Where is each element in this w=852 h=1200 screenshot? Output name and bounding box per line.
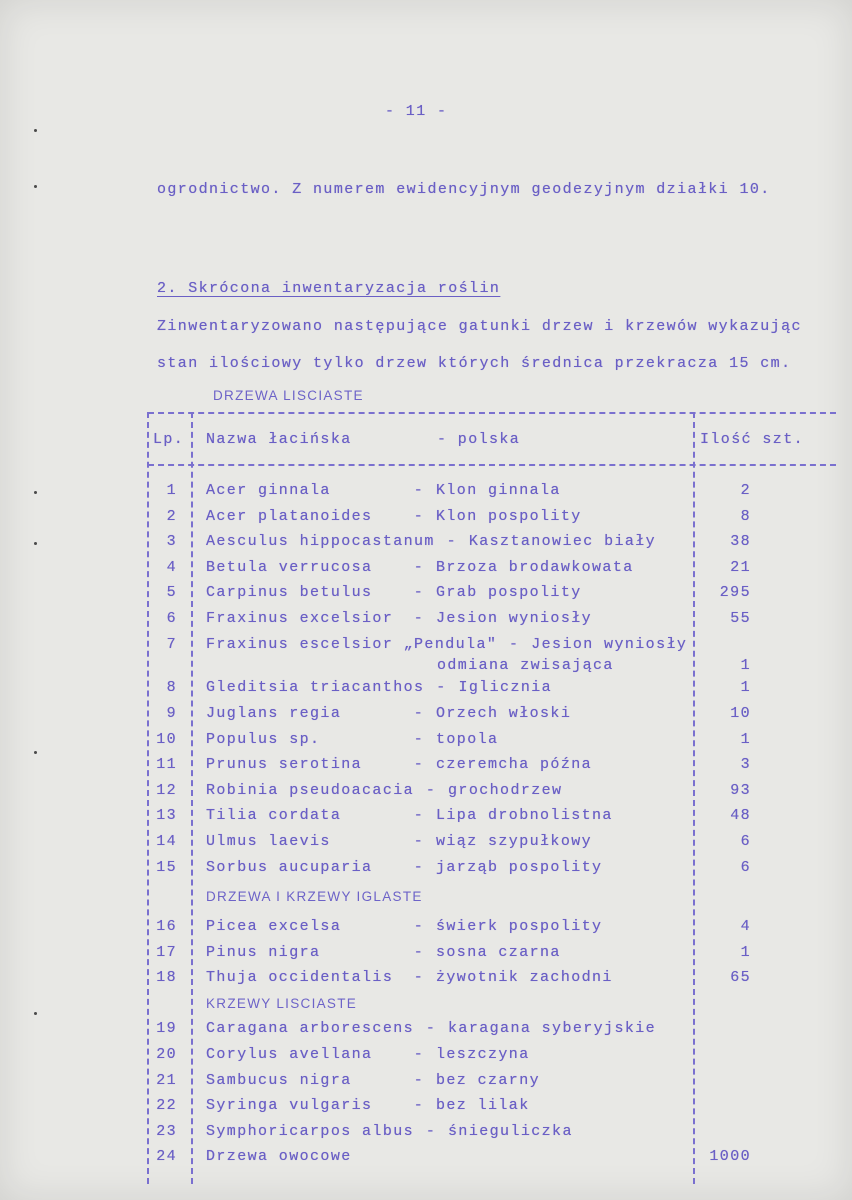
row-number: 22 [156,1097,177,1115]
row-number: 18 [156,969,177,987]
row-name [192,504,694,530]
quantity: 1000 [709,1148,751,1166]
polish-name: karagana syberyjskie [448,1020,657,1038]
row-number: 11 [156,756,177,774]
latin-name: Acer platanoides [206,507,373,525]
quantity: 8 [740,507,751,525]
name-line [206,632,694,658]
name-line [206,504,694,530]
row-number: 19 [156,1020,177,1038]
quantity [694,1068,836,1094]
quantity: 1 [740,657,751,675]
name-separator: - [413,807,425,825]
name-line [206,1144,694,1170]
quantity: 65 [730,969,751,987]
quantity: 6 [740,832,751,850]
latin-name: Tilia cordata [206,807,342,825]
table-row [148,1042,836,1068]
name-separator: - [413,969,425,987]
name-line [206,580,694,606]
row-number: 7 [166,635,177,653]
latin-name: Drzewa owocowe [206,1148,352,1166]
name-separator: - [509,635,520,653]
row-name [192,478,694,504]
name-line [206,778,694,804]
row-number-empty [148,880,192,914]
polish-name: grochodrzew [448,781,563,799]
name-separator: - [413,482,425,499]
quantity [694,1093,836,1119]
table-row [148,914,836,940]
name-separator: - [413,1097,425,1115]
polish-name: bez czarny [436,1071,541,1089]
polish-name: Brzoza brodawkowata [436,558,634,576]
table-row [148,778,836,804]
quantity: 38 [730,533,751,551]
table-row [148,580,836,606]
name-line [206,675,694,701]
quantity: 10 [730,704,751,722]
table-row [148,727,836,753]
polish-name: żywotnik zachodni [436,969,613,987]
row-number: 23 [156,1122,177,1140]
group-heading-row [148,880,836,914]
quantity: 55 [730,609,751,627]
polish-name: Klon ginnala [436,482,561,499]
group-heading: DRZEWA LISCIASTE [213,388,364,403]
table-row [148,1144,836,1170]
intro-line: ogrodnictwo. Z numerem ewidencyjnym geodezyjnym działki 10. [157,181,771,198]
header-name [192,414,694,464]
header-polish: - polska [437,430,521,448]
polish-name: czeremcha późna [436,756,593,774]
name-separator: - [413,1071,425,1089]
name-separator: - [413,1046,425,1064]
latin-name: Sorbus aucuparia [206,858,373,876]
column-rule [693,412,695,1184]
row-name [192,914,694,940]
latin-name: Corylus avellana [206,1046,373,1064]
scan-mark [34,751,37,754]
name-separator: - [446,533,458,551]
row-name [192,580,694,606]
row-number: 8 [166,679,177,697]
row-name [192,529,694,555]
row-number: 4 [166,558,177,576]
row-number: 13 [156,807,177,825]
table-row [148,606,836,632]
row-number: 6 [166,609,177,627]
row-name [192,727,694,753]
latin-name: Gleditsia triacanthos [206,679,425,697]
scan-mark [34,542,37,545]
row-name [192,829,694,855]
latin-name: Betula verrucosa [206,558,373,576]
polish-name: Grab pospolity [436,584,582,602]
table-header [148,412,836,466]
paragraph-line: Zinwentaryzowano następujące gatunki drzew i krzewów wykazując [157,318,802,335]
scan-mark [34,185,37,188]
row-name [192,1144,694,1170]
row-number: 3 [166,533,177,551]
row-name [192,701,694,727]
row-name [192,675,694,701]
row-number: 9 [166,704,177,722]
name-separator: - [413,858,425,876]
latin-name: Syringa vulgaris [206,1097,373,1115]
polish-name: Kasztanowiec biały [468,533,657,551]
polish-name: sosna czarna [436,943,561,961]
name-line [206,1016,694,1042]
table-row [148,940,836,966]
name-separator: - [413,507,425,525]
row-name [192,606,694,632]
table-row [148,752,836,778]
polish-name-continuation: odmiana zwisająca [437,657,614,675]
row-number: 14 [156,832,177,850]
polish-name: Orzech włoski [436,704,572,722]
group-heading: DRZEWA I KRZEWY IGLASTE [206,889,423,905]
latin-name: Sambucus nigra [206,1071,352,1089]
name-line [206,701,694,727]
polish-name: wiąz szypułkowy [436,832,593,850]
name-line [206,555,694,581]
name-line [206,965,694,991]
row-number-empty [148,991,192,1017]
header-lp: Lp. [153,430,185,448]
quantity: 93 [730,781,751,799]
group-heading: KRZEWY LISCIASTE [206,995,358,1011]
scan-mark [34,491,37,494]
latin-name: Juglans regia [206,704,342,722]
latin-name: Thuja occidentalis [206,969,394,987]
name-line [206,803,694,829]
row-name [192,803,694,829]
header-quantity: Ilość szt. [700,430,805,448]
row-number: 21 [156,1071,177,1089]
latin-name: Populus sp. [206,730,321,748]
row-number: 1 [166,482,177,499]
polish-name: leszczyna [436,1046,530,1064]
name-line [206,855,694,881]
scan-mark [34,129,37,132]
latin-name: Fraxinus escelsior „Pendula" [206,635,498,653]
section-heading: 2. Skrócona inwentaryzacja roślin [157,280,501,297]
latin-name: Symphoricarpos albus [206,1122,415,1140]
table-row [148,478,836,504]
quantity: 48 [730,807,751,825]
quantity: 6 [740,858,751,876]
row-number: 17 [156,943,177,961]
name-line [206,914,694,940]
table-row [148,1119,836,1145]
polish-name: Iglicznia [458,679,553,697]
row-name [192,855,694,881]
polish-name: jarząb pospolity [436,858,603,876]
group-heading-row [148,991,836,1017]
name-separator: - [425,1122,437,1140]
header-latin: Nazwa łacińska [206,430,352,448]
latin-name: Carpinus betulus [206,584,373,602]
name-separator: - [413,558,425,576]
name-line [206,829,694,855]
name-separator: - [413,943,425,961]
name-line [206,727,694,753]
page-number: - 11 - [385,103,448,120]
quantity: 295 [719,584,751,602]
polish-name: Lipa drobnolistna [436,807,613,825]
table-row [148,529,836,555]
quantity: 1 [740,679,751,697]
polish-name: Jesion wyniosły [531,635,688,653]
polish-name: śnieguliczka [448,1122,573,1140]
row-number: 2 [166,507,177,525]
inventory-table [148,412,836,1184]
table-row [148,1016,836,1042]
table-row [148,1068,836,1094]
table-row [148,803,836,829]
table-row [148,829,836,855]
polish-name: Jesion wyniosły [436,609,593,627]
name-line [206,1119,694,1145]
quantity [694,1016,836,1042]
quantity [694,1042,836,1068]
polish-name: topola [436,730,499,748]
quantity: 3 [740,756,751,774]
table-body [148,466,836,1184]
table-row [148,701,836,727]
name-separator: - [413,609,425,627]
column-rule [191,412,193,1184]
name-line [206,752,694,778]
quantity: 1 [740,943,751,961]
row-number: 16 [156,918,177,936]
row-name [192,1093,694,1119]
latin-name: Ulmus laevis [206,832,331,850]
polish-name: bez lilak [436,1097,530,1115]
name-separator: - [413,832,425,850]
name-separator: - [413,918,425,936]
name-line [206,940,694,966]
table-row [148,675,836,701]
table-row [148,555,836,581]
scan-mark [34,1012,37,1015]
latin-name: Acer ginnala [206,482,331,499]
name-separator: - [413,756,425,774]
polish-name: świerk pospolity [436,918,603,936]
name-separator: - [413,584,425,602]
quantity: 4 [740,918,751,936]
quantity [694,1119,836,1145]
row-name [192,1119,694,1145]
name-line [206,1042,694,1068]
name-line [206,1093,694,1119]
quantity: 1 [740,730,751,748]
row-name [192,778,694,804]
row-number: 5 [166,584,177,602]
row-name [192,940,694,966]
name-separator: - [413,730,425,748]
row-name [192,555,694,581]
name-separator: - [436,679,447,697]
name-line [206,1068,694,1094]
table-row [148,1093,836,1119]
table-row [148,632,836,676]
polish-name: Klon pospolity [436,507,582,525]
row-number: 24 [156,1148,177,1166]
latin-name: Picea excelsa [206,918,342,936]
row-number: 20 [156,1046,177,1064]
latin-name: Pinus nigra [206,943,321,961]
name-separator: - [425,1020,437,1038]
name-line [206,529,694,555]
row-name [192,1042,694,1068]
row-number: 15 [156,858,177,876]
latin-name: Prunus serotina [206,756,363,774]
quantity: 2 [740,482,751,499]
quantity: 21 [730,558,751,576]
table-row [148,965,836,991]
table-row [148,855,836,881]
row-name [192,752,694,778]
row-name [192,632,694,676]
latin-name: Fraxinus excelsior [206,609,394,627]
row-number: 10 [156,730,177,748]
latin-name: Caragana arborescens [206,1020,415,1038]
row-name [192,965,694,991]
latin-name: Robinia pseudoacacia [206,781,415,799]
latin-name: Aesculus hippocastanum [206,533,435,551]
paragraph-line: stan ilościowy tylko drzew których średnica przekracza 15 cm. [157,355,792,372]
row-number: 12 [156,781,177,799]
name-line [206,606,694,632]
name-separator: - [425,781,437,799]
table-row [148,504,836,530]
row-name [192,1016,694,1042]
name-separator: - [413,704,425,722]
column-rule [147,412,149,1184]
name-line [206,478,694,504]
row-name [192,1068,694,1094]
